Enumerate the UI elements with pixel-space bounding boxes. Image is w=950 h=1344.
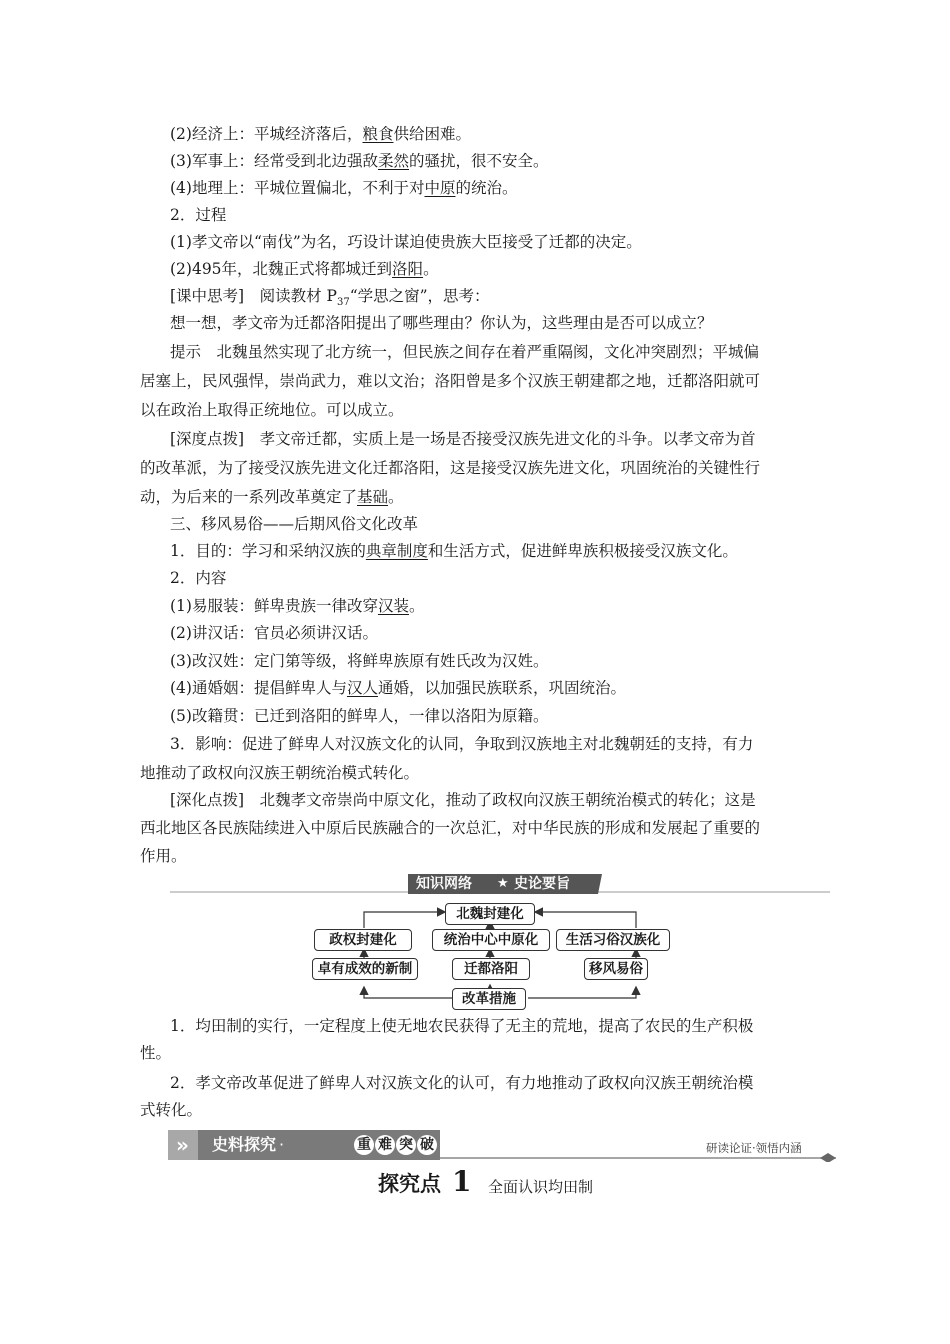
exploration-point-number: 1 xyxy=(452,1165,472,1198)
text-line: (3)改汉姓：定门第等级，将鲜卑族原有姓氏改为汉姓。 xyxy=(170,652,549,670)
text-line: (2)495年，北魏正式将都城迁到洛阳。 xyxy=(170,260,439,278)
star-icon: ★ xyxy=(497,876,509,891)
text-line: (4)通婚姻：提倡鲜卑人与汉人通婚，以加强民族联系，巩固统治。 xyxy=(170,679,626,697)
banner2-char: 重 xyxy=(357,1137,371,1153)
text-line: 性。 xyxy=(140,1044,172,1062)
diagram-low-box-2: 迁都洛阳 xyxy=(452,958,530,980)
text-line: 1．目的：学习和采纳汉族的典章制度和生活方式，促进鲜卑族积极接受汉族文化。 xyxy=(170,542,738,560)
diagram-mid-box-3: 生活习俗汉族化 xyxy=(556,929,670,951)
banner2-char: 破 xyxy=(420,1137,434,1153)
text-line: 想一想，孝文帝为迁都洛阳提出了哪些理由？你认为，这些理由是否可以成立？ xyxy=(170,314,713,332)
text-line: [深度点拨] 孝文帝迁都，实质上是一场是否接受汉族先进文化的斗争。以孝文帝为首 xyxy=(170,430,756,448)
text-line: 3．影响：促进了鲜卑人对汉族文化的认同，争取到汉族地主对北魏朝廷的支持，有力 xyxy=(170,735,754,753)
banner-left-label: 知识网络 xyxy=(416,876,472,892)
text-line: [深化点拨] 北魏孝文帝崇尚中原文化，推动了政权向汉族王朝统治模式的转化；这是 xyxy=(170,791,756,809)
text-line: (2)讲汉话：官员必须讲汉话。 xyxy=(170,624,378,642)
text-line: 地推动了政权向汉族王朝统治模式转化。 xyxy=(140,764,420,782)
text-line: (1)易服装：鲜卑贵族一律改穿汉装。 xyxy=(170,597,425,615)
diagram-mid-box-1: 政权封建化 xyxy=(314,929,412,951)
diagram-top-box: 北魏封建化 xyxy=(445,903,535,925)
diagram-low-box-1: 卓有成效的新制 xyxy=(312,958,418,980)
banner2-dot: · xyxy=(279,1135,285,1154)
banner2-char: 突 xyxy=(399,1137,413,1153)
text-line: 以在政治上取得正统地位。可以成立。 xyxy=(140,401,404,419)
text-line: [课中思考] 阅读教材 $P_{37}“$学思之窗”，思考： xyxy=(170,287,490,309)
text-line: (3)军事上：经常受到北边强敌柔然的骚扰，很不安全。 xyxy=(170,152,549,170)
text-line: 2．内容 xyxy=(170,569,227,587)
banner-right-label: 史论要旨 xyxy=(514,876,570,892)
text-line: 提示 北魏虽然实现了北方统一，但民族之间存在着严重隔阂，文化冲突剧烈；平城偏 xyxy=(170,343,760,361)
text-line: 2．过程 xyxy=(170,206,227,224)
text-line: 的改革派，为了接受汉族先进文化迁都洛阳，这是接受汉族先进文化，巩固统治的关键性行 xyxy=(140,459,761,477)
text-line: 1．均田制的实行，一定程度上使无地农民获得了无主的荒地，提高了农民的生产积极 xyxy=(170,1017,754,1035)
text-line: (5)改籍贯：已迁到洛阳的鲜卑人，一律以洛阳为原籍。 xyxy=(170,707,549,725)
exploration-point-title: 全面认识均田制 xyxy=(488,1178,594,1196)
text-line: (4)地理上：平城位置偏北，不利于对中原的统治。 xyxy=(170,179,518,197)
text-line: 式转化。 xyxy=(140,1101,203,1119)
text-line: (2)经济上：平城经济落后，粮食供给困难。 xyxy=(170,125,471,143)
text-line: 居塞上，民风强悍，崇尚武力，难以文治；洛阳曾是多个汉族王朝建都之地，迁都洛阳就可 xyxy=(140,372,761,390)
exploration-point-label: 探究点 xyxy=(378,1172,441,1196)
diagram-low-box-3: 移风易俗 xyxy=(584,958,648,980)
text-line: (1)孝文帝以“南伐”为名，巧设计谋迫使贵族大臣接受了迁都的决定。 xyxy=(170,233,642,251)
diagram-mid-box-2: 统治中心中原化 xyxy=(432,929,550,951)
chevron-right-icon: » xyxy=(176,1133,189,1157)
text-line: 西北地区各民族陆续进入中原后民族融合的一次总汇，对中华民族的形成和发展起了重要的 xyxy=(140,819,761,837)
diagram-bottom-box: 改革措施 xyxy=(452,988,526,1010)
text-line: 作用。 xyxy=(140,847,187,865)
section-heading: 三、移风易俗——后期风俗文化改革 xyxy=(170,515,419,533)
banner2-right-label: 研读论证·领悟内涵 xyxy=(706,1141,802,1155)
banner2-left-label: 史料探究 xyxy=(212,1135,277,1154)
text-line: 动，为后来的一系列改革奠定了基础。 xyxy=(140,488,404,506)
text-line: 2．孝文帝改革促进了鲜卑人对汉族文化的认可，有力地推动了政权向汉族王朝统治模 xyxy=(170,1074,754,1092)
banner2-char: 难 xyxy=(378,1137,392,1153)
